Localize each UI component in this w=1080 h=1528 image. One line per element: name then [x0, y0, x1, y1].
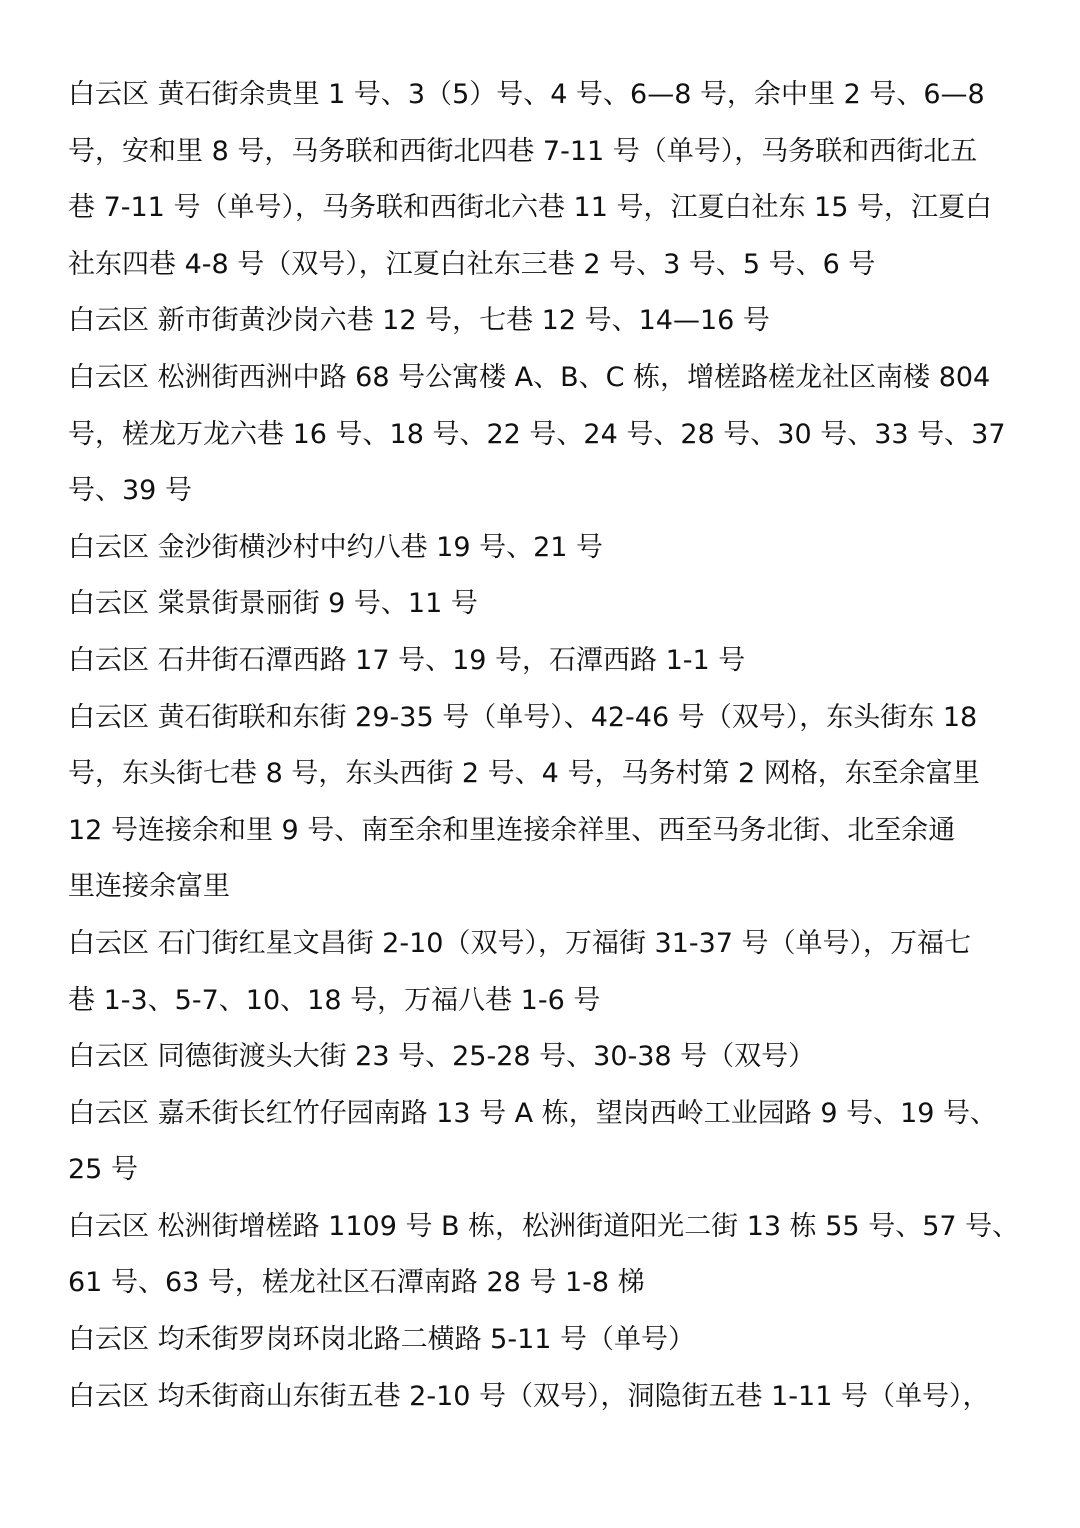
- address-entry: [68, 576, 1018, 633]
- address-line: 里连接余富里: [68, 871, 230, 903]
- address-entry: [68, 690, 1018, 916]
- address-line: 巷 1-3、5-7、10、18 号，万福八巷 1-6 号: [68, 984, 601, 1016]
- address-line: 白云区 棠景街景丽街 9 号、11 号: [68, 588, 478, 620]
- address-line: 号，槎龙万龙六巷 16 号、18 号、22 号、24 号、28 号、30 号、33 号、37: [68, 418, 1006, 450]
- address-entry: [68, 1086, 1018, 1199]
- address-list-document: [68, 67, 1018, 1425]
- address-line: 白云区 松洲街增槎路 1109 号 B 栋，松洲街道阳光二街 13 栋 55 号、57 号、: [68, 1210, 1020, 1242]
- address-line: 白云区 均禾街商山东街五巷 2-10 号（双号），洞隐街五巷 1-11 号（单号），: [68, 1380, 990, 1412]
- address-entry: [68, 633, 1018, 690]
- address-line: 61 号、63 号，槎龙社区石潭南路 28 号 1-8 梯: [68, 1267, 645, 1299]
- address-line: 白云区 均禾街罗岗环岗北路二横路 5-11 号（单号）: [68, 1324, 696, 1356]
- address-line: 巷 7-11 号（单号），马务联和西街北六巷 11 号，江夏白社东 15 号，江夏白: [68, 192, 992, 224]
- address-line: 白云区 黄石街联和东街 29-35 号（单号）、42-46 号（双号），东头街东 18: [68, 701, 978, 733]
- address-entry: [68, 293, 1018, 350]
- address-entry: [68, 350, 1018, 520]
- address-entry: [68, 520, 1018, 577]
- address-line: 白云区 新市街黄沙岗六巷 12 号，七巷 12 号、14—16 号: [68, 305, 770, 337]
- address-line: 白云区 松洲街西洲中路 68 号公寓楼 A、B、C 栋，增槎路槎龙社区南楼 804: [68, 361, 991, 393]
- address-line: 白云区 同德街渡头大街 23 号、25-28 号、30-38 号（双号）: [68, 1041, 816, 1073]
- address-line: 号、39 号: [68, 475, 192, 507]
- address-entry: [68, 1312, 1018, 1369]
- address-line: 25 号: [68, 1154, 138, 1186]
- address-line: 白云区 金沙街横沙村中约八巷 19 号、21 号: [68, 531, 604, 563]
- address-line: 12 号连接余和里 9 号、南至余和里连接余祥里、西至马务北街、北至余通: [68, 814, 956, 846]
- address-line: 社东四巷 4-8 号（双号），江夏白社东三巷 2 号、3 号、5 号、6 号: [68, 248, 876, 280]
- address-line: 白云区 黄石街余贵里 1 号、3（5）号、4 号、6—8 号，余中里 2 号、6—8: [68, 79, 985, 110]
- address-line: 白云区 石井街石潭西路 17 号、19 号，石潭西路 1-1 号: [68, 644, 746, 676]
- address-line: 号，东头街七巷 8 号，东头西街 2 号、4 号，马务村第 2 网格，东至余富里: [68, 758, 980, 790]
- address-entry: [68, 1199, 1018, 1312]
- address-line: 号，安和里 8 号，马务联和西街北四巷 7-11 号（单号），马务联和西街北五: [68, 135, 978, 167]
- address-entry: [68, 1029, 1018, 1086]
- address-entry: [68, 67, 1018, 293]
- address-line: 白云区 石门街红星文昌街 2-10（双号），万福街 31-37 号（单号），万福七: [68, 927, 972, 959]
- address-entry: [68, 916, 1018, 1029]
- address-line: 白云区 嘉禾街长红竹仔园南路 13 号 A 栋，望岗西岭工业园路 9 号、19 号、: [68, 1097, 998, 1129]
- address-entry: [68, 1369, 1018, 1426]
